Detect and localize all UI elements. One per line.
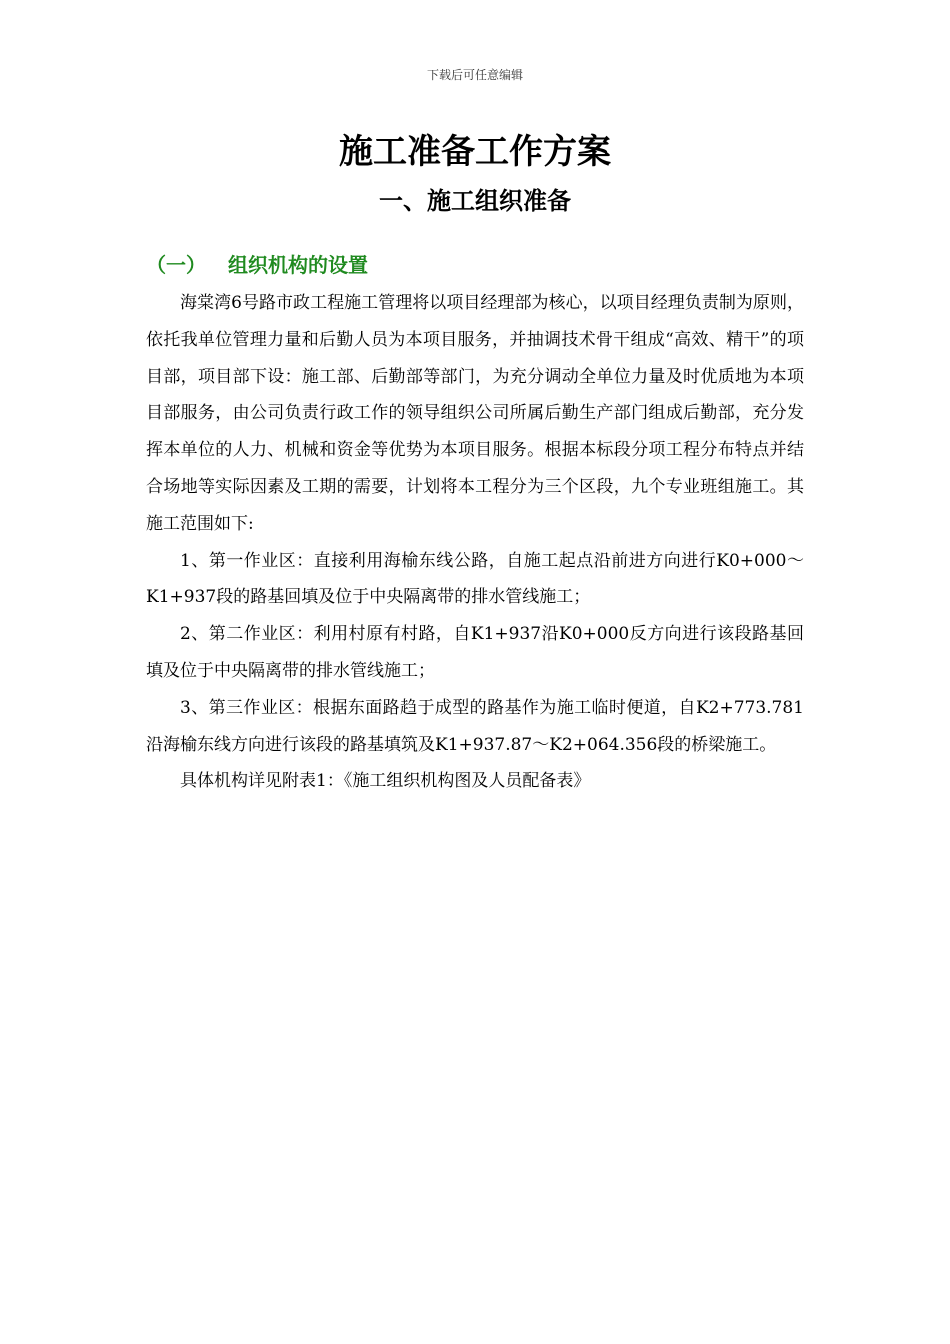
paragraph-zone-1: 1、第一作业区：直接利用海榆东线公路，自施工起点沿前进方向进行K0+000～K1+937段的路基回填及位于中央隔离带的排水管线施工； [146,550,804,608]
subsection-number: （一） [146,253,206,277]
subsection-title-text: 组织机构的设置 [228,253,368,277]
body-text [146,285,804,800]
document-title: 施工准备工作方案 [339,132,611,172]
section-title: 一、施工组织准备 [379,187,571,215]
paragraph-appendix-reference: 具体机构详见附表1：《施工组织机构图及人员配备表》 [180,771,591,792]
paragraph-zone-3: 3、第三作业区：根据东面路趋于成型的路基作为施工临时便道，自K2+773.781沿海榆东线方向进行该段的路基填筑及K1+937.87～K2+064.356段的桥梁施工。 [146,697,804,755]
subsection-heading [146,250,368,280]
header-note: 下载后可任意编辑 [426,68,523,82]
paragraph-zone-2: 2、第二作业区：利用村原有村路，自K1+937沿K0+000反方向进行该段路基回填及位于中央隔离带的排水管线施工； [146,624,804,681]
paragraph-intro: 海棠湾6号路市政工程施工管理将以项目经理部为核心，以项目经理负责制为原则，依托我单位管理力量和后勤人员为本项目服务，并抽调技术骨干组成“高效、精干”的项目部，项目部下设：施工部、后勤部等部门，为充分调动全单位力量及时优质地为本项目部服务，由公司负责行政工作的领导组织公司所属后勤生产部门组成后勤部，充分发挥本单位的人力、机械和资金等优势为本项目服务。根据本标段分项工程分布特点并结合场地等实际因素及工期的需要，计划将本工程分为三个区段，九个专业班组施工。其施工范围如下: [146,293,804,534]
